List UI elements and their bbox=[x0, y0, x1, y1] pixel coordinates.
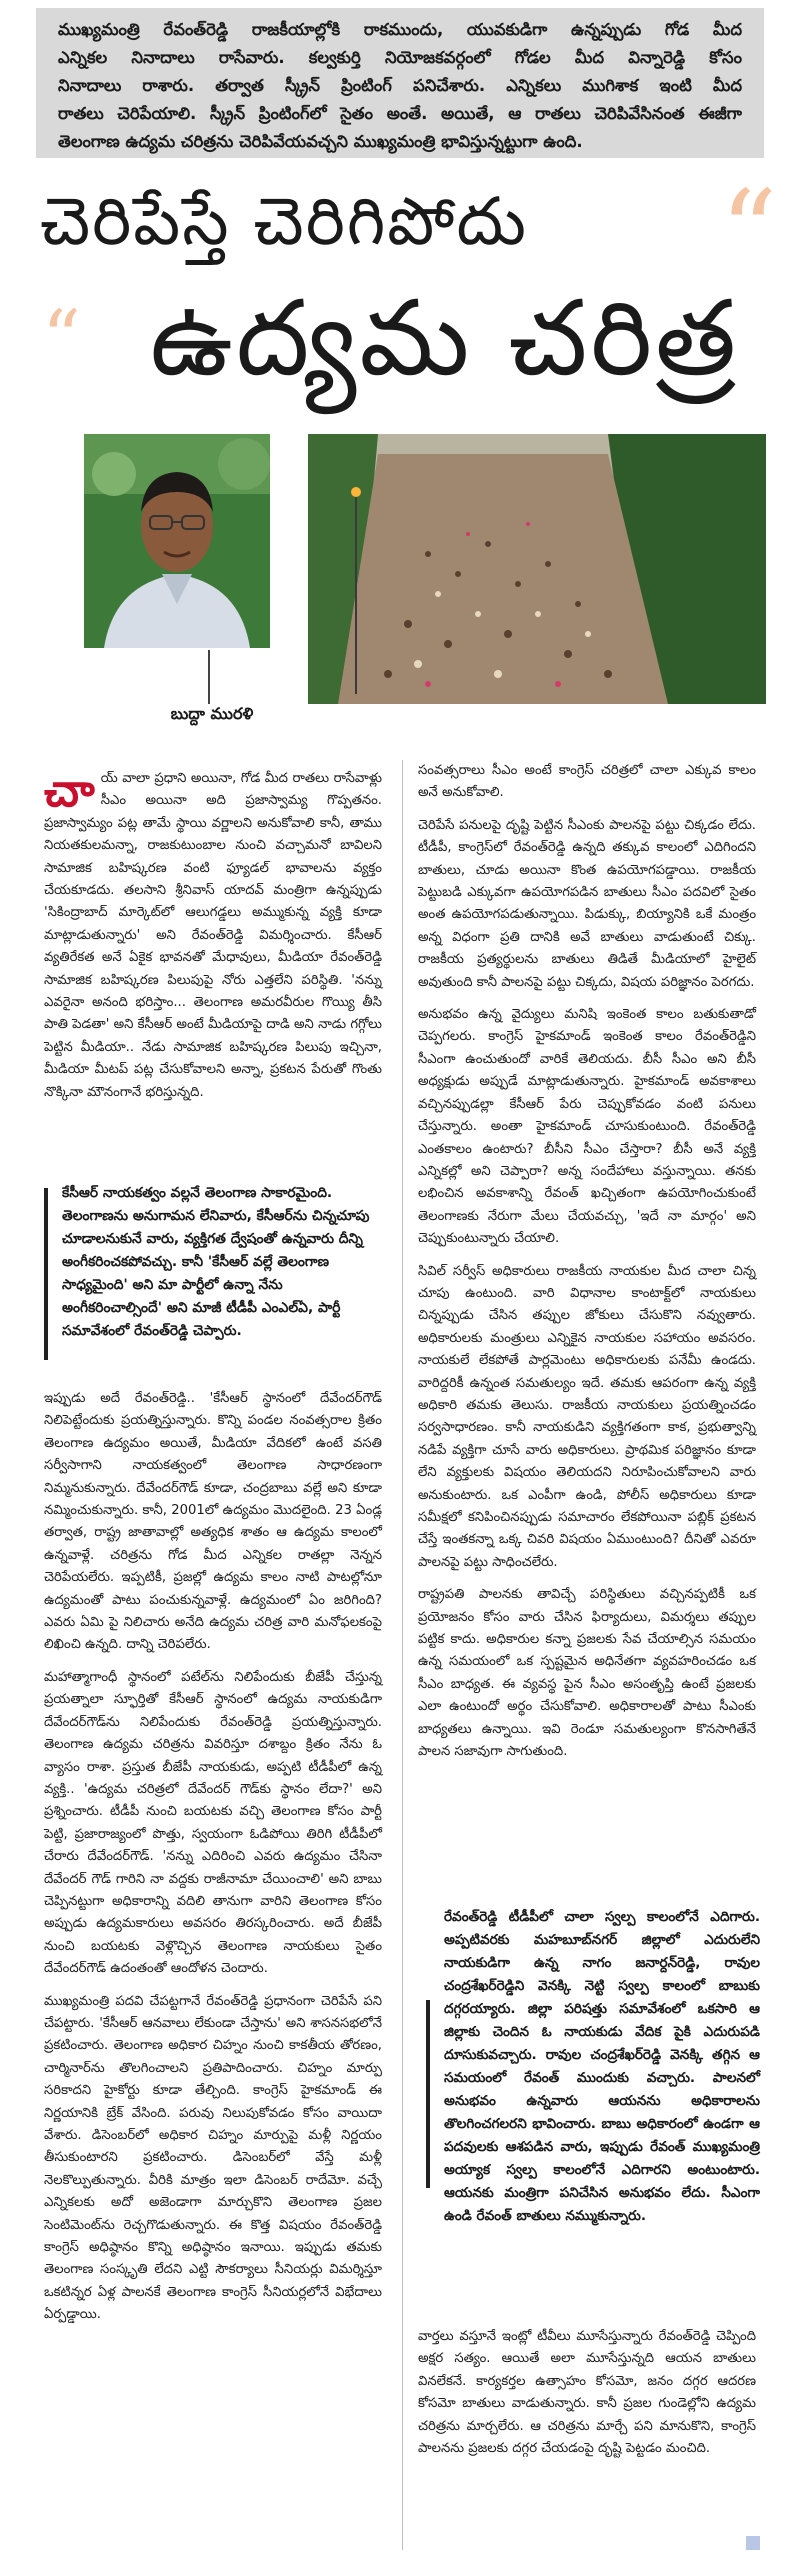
intro-line: తెలంగాణ ఉద్యమ చరిత్రను చెరిపివేయవచ్చని ముఖ్యమంత్రి భావిస్తున్నట్టుగా ఉంది. bbox=[58, 132, 583, 151]
article-paragraph: అనుభవం ఉన్న వైద్యులు మనిషి ఇంకెంత కాలం బతుకుతాడో చెప్పగలరు. కాంగ్రెస్ హైకమాండ్ ఇంకెంత కాలం రేవంత్‌రెడ్డిని సీఎంగా ఉంచుతుందో వారికే తెలియదు. బీసీ సీఎం అని బీసీ అధ్యక్షుడు అప్పుడే మాట్లాడుతున్నారు. హైకమాండ్ అవకాశాలు వచ్చినప్పుడల్లా కేసీఆర్ పేరు చెప్పుకోవడం వంటి పనులు చేస్తున్నారు. అంతా హైకమాండ్ చూసుకుంటుంది. రేవంత్‌రెడ్డి ఎంతకాలం ఉంటారు? బీసీని సీఎం చేస్తారా? బీసీ అనే వ్యక్తి ఎన్నికల్లో అని చెప్పారా? అన్న సందేహాలు వస్తున్నాయి. తనకు లభించిన అవకాశాన్ని రేవంత్ ఖచ్చితంగా ఉపయోగించుకుంటే తెలంగాణకు నేరుగా మేలు చేయవచ్చు, 'ఇదే నా మార్గం' అని చెప్పుకుంటున్నారు చేయాలి. bbox=[418, 1007, 756, 1247]
intro-line: ముఖ్యమంత్రి రేవంత్‌రెడ్డి రాజకీయాల్లోకి రాకముందు, యువకుడిగా ఉన్నప్పుడు గోడ మీద bbox=[58, 20, 742, 39]
byline-rule bbox=[208, 650, 210, 704]
rally-crowd-photo bbox=[308, 434, 766, 704]
pull-quote-right bbox=[420, 1906, 760, 2228]
article-paragraph: ముఖ్యమంత్రి పదవి చేపట్టగానే రేవంత్‌రెడ్డి ప్రధానంగా చెరిపేసే పని చేపట్టారు. 'కేసీఆర్ ఆనవాలు లేకుండా చేస్తాను' అని శాసనసభలోనే ప్రకటించారు. తెలంగాణ అధికార చిహ్నం నుంచి కాకతీయ తోరణం, చార్మినార్‌ను తొలగించాలని ప్రతిపాదించారు. చిహ్నం మార్పు సరికాదని హైకోర్టు కూడా తేల్చింది. కాంగ్రెస్ హైకమాండ్ ఈ నిర్ణయానికి బ్రేక్ వేసింది. పరువు నిలుపుకోవడం కోసం వాయిదా వేశారు. డిసెంబర్‌లో అధికార చిహ్నం మార్పుపై మళ్లీ నిర్ణయం తీసుకుంటారని ప్రకటించారు. డిసెంబర్‌లో వేస్తే మళ్లీ నెలకొల్పుతున్నారు. వీరికి మాత్రం ఇలా డిసెంబర్ రాదేమో. వచ్చే ఎన్నికలకు అదో అజెండాగా మార్చుకొని తెలంగాణ ప్రజల సెంటిమెంట్‌ను రెచ్చగొడుతున్నారు. ఈ కొత్త విషయం రేవంత్‌రెడ్డి కాంగ్రెస్ అధిష్ఠానం కొన్ని అధిష్ఠానం ఇనాయి. ఇప్పుడు తమకు తెలంగాణ సంస్కృతి లేదని ఎట్టి సౌకర్యాలు సీనియర్లు విమర్శిస్తూ ఒకటిన్నర ఏళ్ల పాలనకే తెలంగాణ కాంగ్రెస్ సీనియర్లలోనే విభేదాలు ఏర్పడ్డాయి. bbox=[44, 1993, 382, 2323]
pull-quote-text: రేవంత్‌రెడ్డి టీడీపీలో చాలా స్వల్ప కాలంలోనే ఎదిగారు. అప్పటివరకు మహబూబ్‌నగర్ జిల్లాలో ఎదురులేని నాయకుడిగా ఉన్న నాగం జనార్దన్‌రెడ్డి, రావుల చంద్రశేఖర్‌రెడ్డిని వెనక్కి నెట్టి స్వల్ప కాలంలో బాబుకు దగ్గరయ్యారు. జిల్లా పరిషత్తు సమావేశంలో ఒకసారి ఆ జిల్లాకు చెందిన ఓ నాయకుడు వేదిక పైకి ఎదురుపడి దూసుకువచ్చారు. రావుల చంద్రశేఖర్‌రెడ్డి వెనక్కి తగ్గిన ఆ సమయంలో రేవంత్ ముందుకు వచ్చారు. పాలనలో అనుభవం ఉన్నవారు ఆయనను అధికారాలను తొలగించగలరని భావించారు. బాబు అధికారంలో ఉండగా ఆ పదవులకు ఆశపడిన వారు, ఇప్పుడు రేవంత్ ముఖ్యమంత్రి అయ్యాక స్వల్ప కాలంలోనే ఎదిగారని అంటుంటారు. ఆయనకు మంత్రిగా పనిచేసిన అనుభవం లేదు. సీఎంగా ఉండి రేవంత్ బాతులు నమ్ముకున్నారు. bbox=[444, 1909, 760, 2224]
intro-box bbox=[36, 8, 764, 158]
intro-line: నినాదాలు రాశారు. తర్వాత స్క్రీన్ ప్రింటింగ్ పనిచేశారు. ఎన్నికలు ముగిశాక ఇంటి మీద bbox=[58, 76, 742, 95]
article-paragraph: చెరిపేసే పనులపై దృష్టి పెట్టిన సీఎంకు పాలనపై పట్టు చిక్కడం లేదు. టీడీపీ, కాంగ్రెస్‌లో రేవంత్‌రెడ్డి ఉన్నది తక్కువ కాలంలో ఎదిగిందని బాతులు, చూడు అయినా కొంత ఉపయోగపడ్డాయి. రాజకీయ పెట్టుబడి ఎక్కువగా ఉపయోగపడిన బాతులు సీఎం పదవిలో సైతం అంత ఉపయోగపడుతున్నాయి. పిడుక్కు, బియ్యానికి ఒకే మంత్రం అన్న విధంగా ప్రతి దానికి అవే బాతులు వాడుతుంటే చిక్కు. రాజకీయ ప్రత్యర్థులను బాతులు తిడితే మీడియాలో హైలైట్ అవుతుంది కానీ పాలనపై పట్టు చిక్కదు, విషయ పరిజ్ఞానం పెరగదు. bbox=[418, 817, 756, 990]
dropcap: చా bbox=[44, 763, 95, 817]
right-column bbox=[418, 760, 756, 1773]
right-column-closing bbox=[418, 2326, 756, 2470]
article-paragraph: సంవత్సరాలు సీఎం అంటే కాంగ్రెస్ చరిత్రలో చాలా ఎక్కువ కాలం అనే అనుకోవాలి. bbox=[418, 763, 756, 801]
pull-quote-bar bbox=[44, 1188, 48, 1360]
left-column-top bbox=[44, 763, 382, 1114]
article-paragraph: చాయ్ వాలా ప్రధాని అయినా, గోడ మీద రాతలు రాసేవాళ్లు సీఎం అయినా అది ప్రజాస్వామ్య గొప్పతనం. ప్రజాస్వామ్యం పట్ల తామే స్థాయి వర్ణాలని అనుకోవాలి కానీ, తాము నియతకులమన్నా, రాజకుటుంబాల నుంచి వచ్చామనో బావిలని సామాజిక బహిష్కరణ వంటి ఫ్యూడల్ భావాలను వ్యక్తం చేయకూడదు. తలసాని శ్రీనివాస్ యాదవ్ మంత్రిగా ఉన్నప్పుడు 'సికింద్రాబాద్ మార్కెట్‌లో ఆలుగడ్డలు అమ్ముకున్న వ్యక్తి కూడా మాట్లాడుతున్నారు' అని రేవంత్‌రెడ్డి విమర్శించారు. కేసీఆర్ వ్యతిరేకత అనే ఏకైక భావనతో మేధావులు, మీడియా రేవంత్‌రెడ్డి సామాజిక బహిష్కరణ పిలుపుపై నోరు ఎత్తలేని పరిస్థితి. 'నన్ను ఎవరైనా అనంది భరిస్తాం... తెలంగాణ అమరవీరుల గొయ్యి తీసి పాతి పెడతా' అని కేసీఆర్ అంటే మీడియాపై దాడి అని నాడు గగ్గోలు పెట్టిన మీడియా.. నేడు సామాజిక బహిష్కరణ పిలుపు ఇచ్చినా, మీడియా మీటప్ పట్ల చేసుకోవాలని అన్నా, ప్రకటన పేరుతో గొంతు నొక్కినా మౌనంగానే భరిస్తున్నది. bbox=[44, 763, 382, 1100]
article-paragraph: సివిల్ సర్వీస్ అధికారులు రాజకీయ నాయకుల మీద చాలా చిన్న చూపు ఉంటుంది. వారి విధానాల కాంటాక్ట్‌లో నాయకులు చిన్నప్పుడు చేసిన తప్పుల జోకులు చేసుకొని నవ్వుతారు. అధికారులకు మంత్రులు ఎన్నికైన నాయకుల సహాయం అవసరం. నాయకులే లేకపోతే పార్లమెంటు అధికారులకు పనేమీ ఉండదు. వారిద్దరికీ ఉన్నంత సమతుల్యం ఇదే. తమకు ఆపరంగా ఉన్న వ్యక్తి అధికారి తమకు తెలుసు. రాజకీయ నాయకులు ప్రయత్నించడం సర్వసాధారణం. కానీ నాయకుడిని వ్యక్తిగతంగా కాక, ప్రభుత్వాన్ని నడిపే వ్యక్తిగా చూసే వారు అధికారులు. ప్రాథమిక పరిజ్ఞానం కూడా లేని వ్యక్తులకు విషయం తెలియదని నిరూపించుకోవాలని వారు అనుకుంటారు. ఒక ఎంపీగా ఉండి, పోలీస్ అధికారులు కూడా సమీక్షలో కనిపించినప్పుడు సమాచారం లేకపోయినా పబ్లిక్ ప్రకటన చేస్తే ఇంతకన్నా ఒక్క చివరి విషయం ఏముంటుంది? దీనితో ఎవరూ పాలనపై పట్టు సాధించలేరు. bbox=[418, 1263, 756, 1570]
intro-line: రాతలు చెరిపేయాలి. స్క్రీన్ ప్రింటింగ్‌లో సైతం అంతే. అయితే, ఆ రాతలు చెరిపివేసినంత ఈజీగా bbox=[58, 104, 742, 123]
author-photo bbox=[84, 434, 270, 648]
end-marker bbox=[746, 2536, 760, 2550]
headline-line1: చెరిపేస్తే చెరిగిపోదు bbox=[40, 183, 528, 260]
article-paragraph: వార్తలు వస్తూనే ఇంట్లో టీవీలు మూసేస్తున్నారు రేవంత్‌రెడ్డి చెప్పింది అక్షర సత్యం. ఆయితే అలా మూసేస్తున్నది ఆయన బాతులు వినలేకనే. కార్యకర్తల ఉత్సాహం కోసమో, జనం దగ్గర ఆదరణ కోసమో బాతులు వాడుతున్నారు. కానీ ప్రజల గుండెల్లోని ఉద్యమ చరిత్రను మార్చలేరు. ఆ చరిత్రను మార్చే పని మానుకొని, కాంగ్రెస్ పాలనను ప్రజలకు దగ్గర చేయడంపై దృష్టి పెట్టడం మంచిది. bbox=[418, 2329, 756, 2457]
author-name: బుద్దా మురళి bbox=[170, 704, 254, 723]
pull-quote-left bbox=[44, 1182, 384, 1343]
article-paragraph: మహాత్మాగాంధీ స్థానంలో పటేల్‌ను నిలిపేందుకు బీజేపీ చేస్తున్న ప్రయత్నాలా స్ఫూర్తితో కేసీఆర్ స్థానంలో ఉద్యమ నాయకుడిగా దేవేందర్‌గౌడ్‌ను నిలిపేందుకు రేవంత్‌రెడ్డి ప్రయత్నిస్తున్నారు. తెలంగాణ ఉద్యమ చరిత్రను వివరిస్తూ దశాబ్దం క్రితం నేను ఓ వ్యాసం రాశా. ప్రస్తుత బీజేపీ నాయకుడు, అప్పటి టీడీపీలో ఉన్న వ్యక్తి.. 'ఉద్యమ చరిత్రలో దేవేందర్ గౌడ్‌కు స్థానం లేదా?' అని ప్రశ్నించారు. టీడీపీ నుంచి బయటకు వచ్చి తెలంగాణ కోసం పార్టీ పెట్టి, ప్రజారాజ్యంలో పొత్తు, స్వయంగా ఓడిపోయి తిరిగి టీడీపీలో చేరారు దేవేందర్‌గౌడ్. 'నన్ను ఎదిరించి ఎవరు ఉద్యమం చేసినా దేవేందర్ గౌడ్ గారిని నా వద్దకు రాజీనామా చేయించాలి' అని బాబు చెప్పినట్టుగా అధికారాన్ని వదిలి తానుగా వారిని తెలంగాణ కోసం అప్పుడు ఉద్యమకారులు అవసరం తిరస్కరించారు. అదే బీజేపీ నుంచి బయటకు వెళ్లొచ్చిన తెలంగాణ నాయకులు సైతం దేవేందర్‌గౌడ్ ఉదంతంతో ఆందోళన చెందారు. bbox=[44, 1669, 382, 1977]
quote-mark-icon: “ bbox=[42, 293, 81, 382]
article-paragraph: రాష్ట్రపతి పాలనకు తావిచ్చే పరిస్థితులు వచ్చినప్పటికీ ఒక ప్రయోజనం కోసం వారు చేసిన ఫిర్యాదులు, విమర్శలు తప్పుల పట్టిక కాదు. అధికారుల కన్నా ప్రజలకు సేవ చేయాల్సిన సమయం ఉన్న సమయంలో ఒక స్పష్టమైన అధినేతగా వ్యవహరించడం ఒక సీఎం బాధ్యత. ఈ వ్యవస్థ పైన సీఎం అసంతృప్తి ఉంటే ప్రజలకు ఎలా ఉంటుందో అర్థం చేసుకోవాలి. అధికారాలతో పాటు సీఎంకు బాధ్యతలు ఉన్నాయి. ఇవి రెండూ సమతుల్యంగా కొనసాగితేనే పాలన సజావుగా సాగుతుంది. bbox=[418, 1587, 756, 1760]
quote-mark-icon: “ bbox=[720, 167, 778, 297]
headline-line2: ఉద్యమ చరిత్ర bbox=[150, 277, 740, 399]
intro-line: ఎన్నికల నినాదాలు రాసేవారు. కల్వకుర్తి నియోజకవర్గంలో గోడల మీద విన్నారెడ్డి కోసం bbox=[58, 48, 742, 67]
left-column-bottom bbox=[44, 1388, 382, 2337]
pull-quote-text: కేసీఆర్ నాయకత్వం వల్లనే తెలంగాణ సాకారమైంది. తెలంగాణను అనుగామన లేనివారు, కేసీఆర్‌ను చిన్నచూపు చూడాలనుకునే వారు, వ్యక్తిగత ద్వేషంతో ఉన్నవారు దీన్ని అంగీకరించకపోవచ్చు. కానీ 'కేసీఆర్ వల్లే తెలంగాణ సాధ్యమైంది' అని మా పార్టీలో ఉన్నా నేను అంగీకరించాల్సిందే' అని మాజీ టీడీపీ ఎంఎల్‌ఏ, పార్టీ సమావేశంలో రేవంత్‌రెడ్డి చెప్పారు. bbox=[62, 1185, 370, 1339]
pull-quote-bar bbox=[426, 2000, 430, 2188]
column-divider bbox=[402, 760, 403, 2550]
article-paragraph: ఇప్పుడు అదే రేవంత్‌రెడ్డి.. 'కేసీఆర్ స్థానంలో దేవేందర్‌గౌడ్ నిలిపెట్టేందుకు ప్రయత్నిస్తున్నారు. కొన్ని పండల నంవత్సరాల క్రితం తెలంగాణ ఉద్యమం అయితే, మీడియా వేదికలో ఉంటే వసతి సర్వీసాగాని నాయకత్వంలో తెలంగాణ సాధారణంగా నిమ్మనుకున్నారు. దేవేందర్‌గౌడ్ కూడా, చంద్రబాబు వల్లే అని కూడా నమ్మించుకున్నారు. కానీ, 2001లో ఉద్యమం మొదలైంది. 23 ఏండ్ల తర్వాత, రాష్ట్ర జాతావాల్లో అత్యధిక శాతం ఆ ఉద్యమ కాలంలో ఉన్నవాళ్లే. చరిత్రను గోడ మీద ఎన్నికల రాతల్లా నెన్నన చెరిపేయలేరు. ఇప్పటికీ, ప్రజల్లో ఉద్యమ కాలం నాటి పాటల్లోనూ ఉద్యమంతో పాటు పంచుకున్నవాళ్లే. ఉద్యమంలో ఏం జరిగింది? ఎవరు ఏమి పై నిలిచారు అనేది ఉద్యమ చరిత్ర వారి మనోఫలకంపై లిఖించి ఉన్నది. దాన్ని చెరిపలేరు. bbox=[44, 1391, 382, 1653]
